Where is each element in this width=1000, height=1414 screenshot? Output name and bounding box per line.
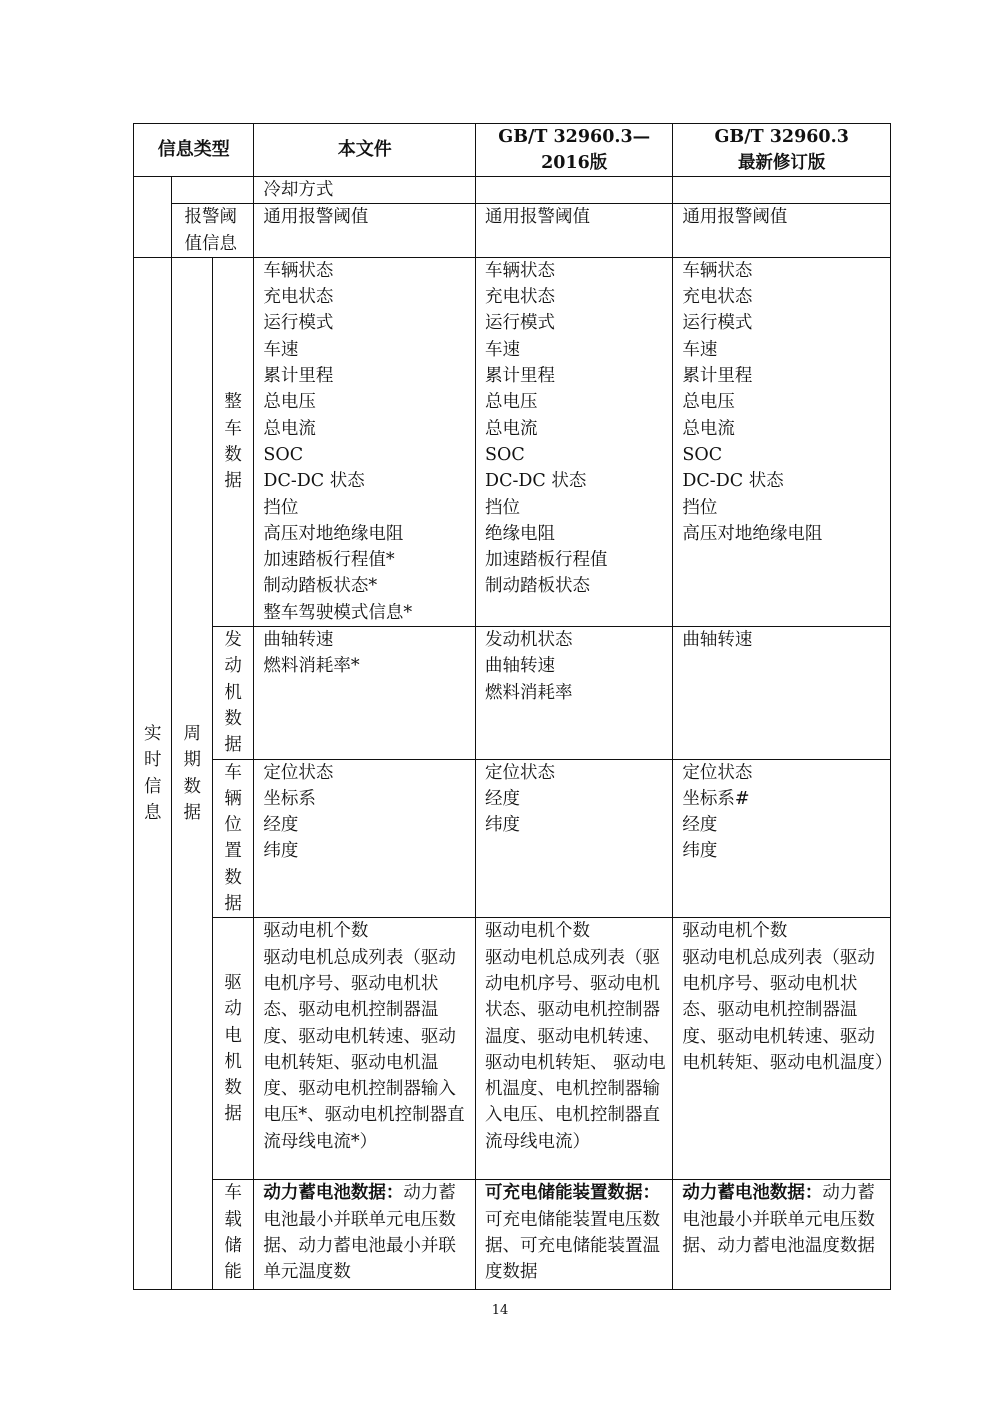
motor-label-cell: [212, 918, 254, 1180]
cell-storage-latest: [673, 1180, 891, 1290]
table-row: [134, 177, 891, 204]
header-info-type: 信息类型: [134, 124, 254, 177]
periodic-label: 周 期 数 据: [183, 724, 201, 823]
table-row: [134, 918, 891, 1180]
storage-label-cell: [212, 1180, 254, 1290]
cell-motor-latest: 驱动电机个数 驱动电机总成列表（驱动电机序号、驱动电机状态、驱动电机控制器温度、驱动电机转速、驱动电机转矩、驱动电机温度）: [673, 918, 891, 1180]
cell-vehicle-latest: 车辆状态 充电状态 运行模式 车速 累计里程 总电压 总电流 SOC DC-DC 状态 挡位 高压对地绝缘电阻: [673, 257, 891, 626]
table-row: [134, 257, 891, 626]
cell-engine-this: 曲轴转速 燃料消耗率*: [254, 627, 476, 759]
header-gbt-2016-text: GB/T 32960.3— 2016版: [498, 127, 651, 173]
realtime-label: 实 时 信 息: [143, 724, 162, 823]
cell-engine-latest: 曲轴转速: [673, 627, 891, 759]
cell-position-latest: 定位状态 坐标系# 经度 纬度: [673, 759, 891, 918]
cell-motor-2016: 驱动电机个数 驱动电机总成列表（驱动电机序号、驱动电机状态、驱动电机控制器温度、驱动电机转速、驱动电机转矩、 驱动电机温度、电机控制器输入电压、电机控制器直流母线电流）: [476, 918, 673, 1180]
cell-alarm-2016: 通用报警阈值: [476, 204, 673, 258]
cell-cooling-2016: [476, 177, 673, 204]
cell-storage-this: [254, 1180, 476, 1290]
position-label-cell: [212, 759, 254, 918]
cell-engine-2016: 发动机状态 曲轴转速 燃料消耗率: [476, 627, 673, 759]
storage-2016-text: 可充电储能装置电压数据、可充电储能装置温度数据: [485, 1209, 661, 1283]
vehicle-label-cell: [212, 257, 254, 626]
cell-vehicle-2016: 车辆状态 充电状态 运行模式 车速 累计里程 总电压 总电流 SOC DC-DC 状态 挡位 绝缘电阻 加速踏板行程值 制动踏板状态: [476, 257, 673, 626]
header-row: [134, 124, 891, 177]
motor-label: 驱 动 电 机 数 据: [224, 972, 242, 1125]
alarm-label: 报警阈 值信息: [184, 207, 237, 254]
storage-2016-heading: 可充电储能装置数据：: [485, 1183, 661, 1204]
storage-this-text: 动力蓄电池最小并联单元电压数据、动力蓄电池最小并联单元温度数: [263, 1183, 456, 1283]
page-number: 14: [491, 1303, 509, 1318]
realtime-label-cell: [134, 257, 172, 1289]
storage-this-heading: 动力蓄电池数据：: [263, 1183, 404, 1204]
storage-latest-heading: 动力蓄电池数据：: [682, 1183, 823, 1204]
cell-cooling-latest: [673, 177, 891, 204]
header-gbt-latest: [673, 124, 891, 177]
header-this-document: 本文件: [254, 124, 476, 177]
cell-cooling-this: 冷却方式: [254, 177, 476, 204]
cell-alarm-latest: 通用报警阈值: [673, 204, 891, 258]
empty-subcategory-cell: [172, 177, 254, 204]
cell-motor-this: 驱动电机个数 驱动电机总成列表（驱动电机序号、驱动电机状态、驱动电机控制器温度、驱动电机转速、驱动电机转矩、驱动电机温度、驱动电机控制器输入电压*、驱动电机控制器直流母线电流*）: [254, 918, 476, 1180]
table-row: [134, 627, 891, 759]
alarm-label-cell: [172, 204, 254, 258]
cell-position-this: 定位状态 坐标系 经度 纬度: [254, 759, 476, 918]
storage-label: 车 载 储 能: [224, 1183, 242, 1283]
cell-storage-2016: [476, 1180, 673, 1290]
header-gbt-2016: [476, 124, 673, 177]
cell-position-2016: 定位状态 经度 纬度: [476, 759, 673, 918]
table-row: [134, 759, 891, 918]
empty-category-cell: [134, 177, 172, 258]
vehicle-label: 整 车 数 据: [224, 392, 242, 492]
table-row: [134, 1180, 891, 1290]
table-row: [134, 204, 891, 258]
position-label: 车 辆 位 置 数 据: [224, 762, 242, 915]
storage-latest-text: 动力蓄电池最小并联单元电压数据、动力蓄电池温度数据: [682, 1183, 875, 1256]
cell-vehicle-this: 车辆状态 充电状态 运行模式 车速 累计里程 总电压 总电流 SOC DC-DC 状态 挡位 高压对地绝缘电阻 加速踏板行程值* 制动踏板状态* 整车驾驶模式信息*: [254, 257, 476, 626]
cell-alarm-this: 通用报警阈值: [254, 204, 476, 258]
comparison-table: [133, 123, 891, 1290]
engine-label: 发 动 机 数 据: [224, 630, 242, 756]
periodic-label-cell: [172, 257, 212, 1289]
engine-label-cell: [212, 627, 254, 759]
header-gbt-latest-text: GB/T 32960.3 最新修订版: [714, 127, 849, 173]
